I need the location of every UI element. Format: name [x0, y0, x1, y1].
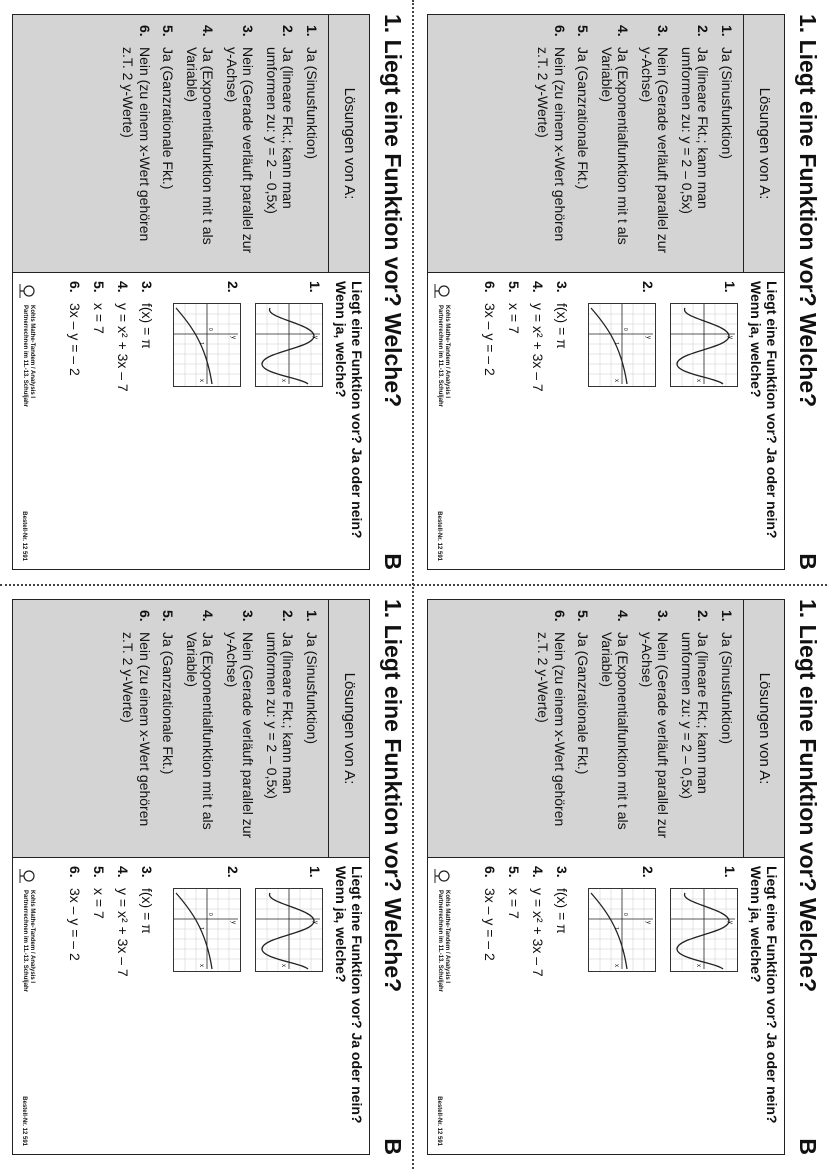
answer-item: 1. Ja (Sinusfunktion) — [719, 25, 735, 160]
task-item: 6. 3x – y = – 2 — [67, 866, 83, 961]
svg-text:y: y — [727, 921, 733, 924]
svg-text:y: y — [645, 921, 651, 924]
publisher-logo-icon — [19, 866, 35, 886]
order-number: Bestell-Nr. 12 591 — [21, 1096, 27, 1146]
svg-text:0: 0 — [207, 913, 213, 916]
task-item: 6. 3x – y = – 2 — [67, 281, 83, 376]
svg-text:y: y — [230, 921, 236, 924]
card-title: 1. Liegt eine Funktion vor? Welche? — [795, 599, 821, 993]
answer-item: 1. Ja (Sinusfunktion) — [304, 25, 320, 160]
answers-header: Lösungen von A: — [328, 15, 369, 272]
answer-item: 3. Nein (Gerade verläuft parallel zur y-Achse) — [639, 610, 672, 839]
svg-text:x: x — [695, 964, 701, 967]
task-item: 1. — [307, 281, 323, 293]
card-title: 1. Liegt eine Funktion vor? Welche? — [380, 14, 406, 408]
exercise-card — [415, 585, 827, 1169]
answer-item: 3. Nein (Gerade verläuft parallel zur y-Achse) — [224, 610, 257, 839]
answer-item: 4. Ja (Exponentialfunktion mit t als Variable) — [184, 25, 217, 245]
order-number: Bestell-Nr. 12 591 — [436, 511, 442, 561]
answer-item: 5. Ja (Ganzrationale Fkt.) — [575, 25, 592, 190]
svg-text:y: y — [727, 336, 733, 339]
answers-column — [428, 15, 784, 273]
svg-text:1: 1 — [198, 927, 204, 930]
sine-graph — [670, 303, 738, 387]
task-item: 6. 3x – y = – 2 — [482, 866, 498, 961]
answer-item: 5. Ja (Ganzrationale Fkt.) — [575, 610, 592, 775]
answer-item: 6. Nein (zu einem x-Wert gehören z.T. 2 y-Werte) — [120, 25, 153, 242]
publisher-footer — [434, 281, 450, 505]
task-item: 3. f(x) = π — [554, 281, 570, 349]
answers-list — [535, 15, 743, 272]
footer-text: Kohls Mathe-Tandem / Analysis I Partnerrechnen im 11.-13. Schuljahr — [437, 890, 450, 993]
publisher-footer — [19, 866, 35, 1090]
card-letter: B — [795, 553, 821, 570]
card-panel — [0, 0, 412, 584]
task-header: Liegt eine Funktion vor? Ja oder nein? Wenn ja, welche? — [748, 866, 780, 1124]
svg-text:x: x — [198, 379, 204, 382]
publisher-logo-icon — [434, 866, 450, 886]
order-number: Bestell-Nr. 12 591 — [21, 511, 27, 561]
card-box — [427, 14, 785, 570]
answers-header: Lösungen von A: — [328, 600, 369, 857]
answer-item: 2. Ja (lineare Fkt.; kann man umformen zu: y = 2 – 0,5x) — [264, 25, 297, 214]
svg-text:0: 0 — [622, 913, 628, 916]
svg-text:1: 1 — [613, 342, 619, 345]
answer-item: 6. Nein (zu einem x-Wert gehören z.T. 2 y-Werte) — [535, 25, 568, 242]
task-item: 2. — [640, 281, 656, 293]
answer-item: 6. Nein (zu einem x-Wert gehören z.T. 2 y-Werte) — [120, 610, 153, 827]
task-item: 2. — [225, 866, 241, 878]
answer-item: 3. Nein (Gerade verläuft parallel zur y-Achse) — [224, 25, 257, 254]
exercise-card — [0, 585, 412, 1169]
svg-text:x: x — [695, 379, 701, 382]
card-letter: B — [380, 553, 406, 570]
order-number: Bestell-Nr. 12 591 — [436, 1096, 442, 1146]
svg-text:y: y — [230, 336, 236, 339]
task-item: 4. y = x² + 3x – 7 — [115, 281, 131, 392]
task-item: 5. x = 7 — [91, 866, 107, 919]
answer-item: 5. Ja (Ganzrationale Fkt.) — [160, 25, 177, 190]
card-panel — [415, 0, 827, 584]
publisher-footer — [19, 281, 35, 505]
svg-text:0: 0 — [622, 328, 628, 331]
svg-text:y: y — [312, 336, 318, 339]
answers-header: Lösungen von A: — [743, 15, 784, 272]
tasks-column — [13, 858, 369, 1154]
answer-item: 1. Ja (Sinusfunktion) — [304, 610, 320, 745]
task-header: Liegt eine Funktion vor? Ja oder nein? Wenn ja, welche? — [333, 866, 365, 1124]
card-panel — [415, 585, 827, 1169]
exercise-card — [0, 0, 412, 584]
task-item: 5. x = 7 — [506, 866, 522, 919]
answers-list — [535, 600, 743, 857]
answers-column — [428, 600, 784, 858]
task-item: 1. — [722, 866, 738, 878]
svg-text:0: 0 — [207, 328, 213, 331]
task-item: 5. x = 7 — [506, 281, 522, 334]
svg-text:x: x — [198, 964, 204, 967]
svg-text:x: x — [280, 964, 286, 967]
task-item: 2. — [225, 281, 241, 293]
task-item: 3. f(x) = π — [139, 281, 155, 349]
footer-text: Kohls Mathe-Tandem / Analysis I Partnerrechnen im 11.-13. Schuljahr — [437, 305, 450, 408]
card-title: 1. Liegt eine Funktion vor? Welche? — [380, 599, 406, 993]
exponential-graph — [173, 888, 241, 972]
tasks-column — [428, 858, 784, 1154]
task-item: 4. y = x² + 3x – 7 — [530, 866, 546, 977]
exponential-graph — [588, 303, 656, 387]
answer-item: 4. Ja (Exponentialfunktion mit t als Variable) — [599, 610, 632, 830]
answer-item: 3. Nein (Gerade verläuft parallel zur y-Achse) — [639, 25, 672, 254]
publisher-logo-icon — [19, 281, 35, 301]
answer-item: 2. Ja (lineare Fkt.; kann man umformen zu: y = 2 – 0,5x) — [679, 25, 712, 214]
footer-text: Kohls Mathe-Tandem / Analysis I Partnerrechnen im 11.-13. Schuljahr — [22, 305, 35, 408]
sine-graph — [670, 888, 738, 972]
task-item: 1. — [307, 866, 323, 878]
answer-item: 6. Nein (zu einem x-Wert gehören z.T. 2 y-Werte) — [535, 610, 568, 827]
tasks-column — [13, 273, 369, 569]
svg-text:x: x — [613, 964, 619, 967]
card-panel — [0, 585, 412, 1169]
svg-text:x: x — [280, 379, 286, 382]
exponential-graph — [173, 303, 241, 387]
publisher-logo-icon — [434, 281, 450, 301]
footer-text: Kohls Mathe-Tandem / Analysis I Partnerrechnen im 11.-13. Schuljahr — [22, 890, 35, 993]
svg-text:x: x — [613, 379, 619, 382]
svg-text:y: y — [312, 921, 318, 924]
answers-column — [13, 600, 369, 858]
card-box — [12, 599, 370, 1155]
card-letter: B — [380, 1138, 406, 1155]
answers-list — [120, 15, 328, 272]
tasks-column — [428, 273, 784, 569]
sine-graph — [255, 888, 323, 972]
answer-item: 4. Ja (Exponentialfunktion mit t als Variable) — [599, 25, 632, 245]
answers-list — [120, 600, 328, 857]
answer-item: 1. Ja (Sinusfunktion) — [719, 610, 735, 745]
task-item: 5. x = 7 — [91, 281, 107, 334]
answers-header: Lösungen von A: — [743, 600, 784, 857]
task-item: 4. y = x² + 3x – 7 — [530, 281, 546, 392]
task-item: 3. f(x) = π — [139, 866, 155, 934]
sine-graph — [255, 303, 323, 387]
svg-text:1: 1 — [613, 927, 619, 930]
card-box — [12, 14, 370, 570]
card-letter: B — [795, 1138, 821, 1155]
task-header: Liegt eine Funktion vor? Ja oder nein? Wenn ja, welche? — [333, 281, 365, 539]
task-item: 2. — [640, 866, 656, 878]
exercise-card — [415, 0, 827, 584]
answer-item: 5. Ja (Ganzrationale Fkt.) — [160, 610, 177, 775]
answer-item: 2. Ja (lineare Fkt.; kann man umformen zu: y = 2 – 0,5x) — [679, 610, 712, 799]
card-title: 1. Liegt eine Funktion vor? Welche? — [795, 14, 821, 408]
card-box — [427, 599, 785, 1155]
task-header: Liegt eine Funktion vor? Ja oder nein? Wenn ja, welche? — [748, 281, 780, 539]
answer-item: 2. Ja (lineare Fkt.; kann man umformen zu: y = 2 – 0,5x) — [264, 610, 297, 799]
svg-text:1: 1 — [198, 342, 204, 345]
svg-text:y: y — [645, 336, 651, 339]
publisher-footer — [434, 866, 450, 1090]
task-item: 3. f(x) = π — [554, 866, 570, 934]
task-item: 6. 3x – y = – 2 — [482, 281, 498, 376]
exponential-graph — [588, 888, 656, 972]
answers-column — [13, 15, 369, 273]
task-item: 4. y = x² + 3x – 7 — [115, 866, 131, 977]
answer-item: 4. Ja (Exponentialfunktion mit t als Variable) — [184, 610, 217, 830]
task-item: 1. — [722, 281, 738, 293]
